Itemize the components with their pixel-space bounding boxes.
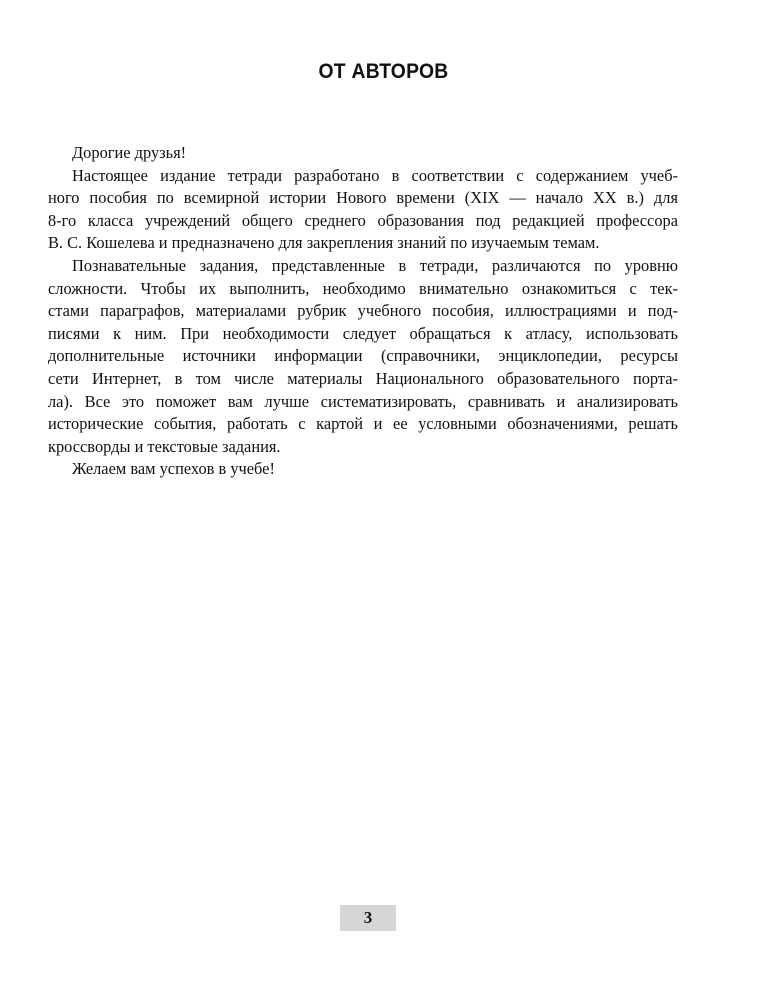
text-line: Дорогие друзья!	[72, 143, 187, 162]
paragraph-intro	[48, 165, 678, 255]
page-number: 3	[340, 905, 396, 931]
text-line: Желаем вам успехов в учебе!	[72, 459, 275, 479]
text-line: сложности. Чтобы их выполнить, необходимо внимательно ознакомиться с тек-	[48, 278, 678, 298]
text-line: писями к ним. При необходимости следует обращаться к атласу, использовать	[48, 323, 678, 343]
text-line: Настоящее издание тетради разработано в соответствии с содержанием учеб-	[72, 165, 678, 185]
text-line: ла). Все это поможет вам лучше систематизировать, сравнивать и анализировать	[48, 391, 678, 411]
text-line: ного пособия по всемирной истории Нового времени (XIX — начало XX в.) для	[48, 188, 678, 208]
text-line: кроссворды и текстовые задания.	[48, 436, 281, 456]
text-line: Познавательные задания, представленные в тетради, различаются по уровню	[72, 255, 678, 275]
text-line: дополнительные источники информации (справочники, энциклопедии, ресурсы	[48, 346, 678, 366]
paragraph-greeting	[72, 142, 678, 165]
paragraph-tasks	[48, 255, 678, 458]
text-line: сети Интернет, в том числе материалы Национального образовательного порта-	[48, 368, 678, 388]
text-line: 8-го класса учреждений общего среднего образования под редакцией профессора	[48, 210, 678, 230]
body-text	[48, 142, 678, 481]
text-line: В. С. Кошелева и предназначено для закрепления знаний по изучаемым темам.	[48, 233, 600, 253]
page-title: ОТ АВТОРОВ	[318, 60, 449, 83]
paragraph-closing	[72, 458, 678, 481]
text-line: исторические события, работать с картой и ее условными обозначениями, решать	[48, 414, 678, 434]
text-line: стами параграфов, материалами рубрик учебного пособия, иллюстрациями и под-	[48, 301, 678, 321]
